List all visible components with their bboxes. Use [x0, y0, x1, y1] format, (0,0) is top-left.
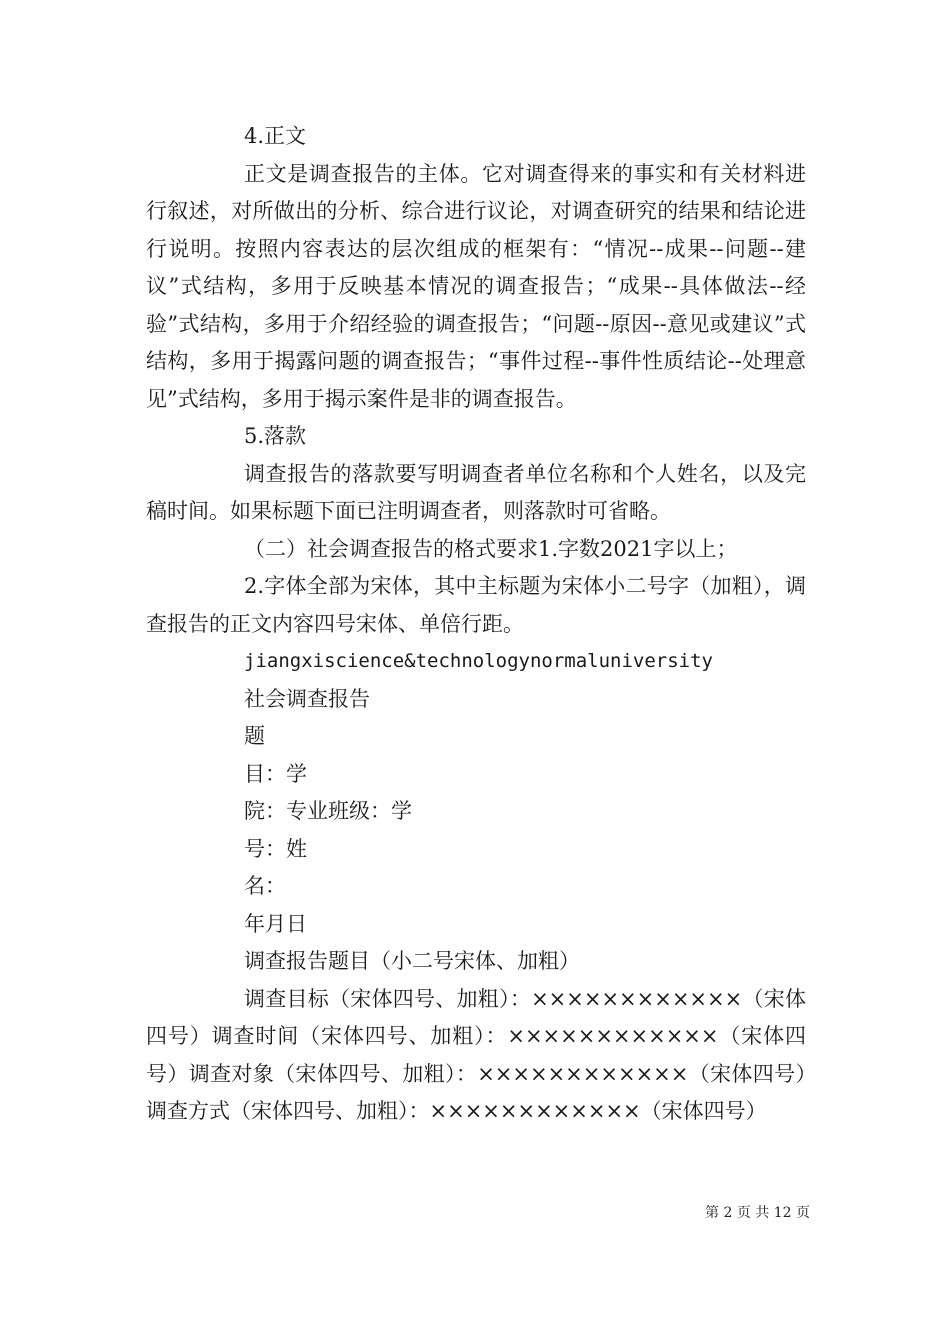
cover-title: 社会调查报告: [244, 686, 370, 711]
report-format-spec: 调查目标（宋体四号、加粗）：××××××××××××（宋体四号）调查时间（宋体四号、加粗）：××××××××××××（宋体四号）调查对象（宋体四号、加粗）：××××××××××××（宋体四号）调查方式（宋体四号、加粗）：××××××××××××（宋体四号）: [146, 986, 806, 1123]
cover-line: 目：学: [244, 761, 307, 786]
document-body: [146, 118, 806, 1131]
cover-line: 号：姓: [244, 836, 307, 861]
format-requirement-2: 2.字体全部为宋体，其中主标题为宋体小二号字（加粗），调查报告的正文内容四号宋体、单倍行距。: [146, 574, 806, 636]
cover-line: 年月日: [244, 911, 307, 936]
paragraph-main-body: 正文是调查报告的主体。它对调查得来的事实和有关材料进行叙述，对所做出的分析、综合进行议论，对调查研究的结果和结论进行说明。按照内容表达的层次组成的框架有：“情况--成果--问题--建议”式结构，多用于反映基本情况的调查报告；“成果--具体做法--经验”式结构，多用于介绍经验的调查报告；“问题--原因--意见或建议”式结构，多用于揭露问题的调查报告；“事件过程--事件性质结论--处理意见”式结构，多用于揭示案件是非的调查报告。: [146, 161, 806, 411]
university-name: jiangxiscience&technologynormaluniversity: [244, 650, 713, 672]
page-number-footer: 第 2 页 共 12 页: [705, 1205, 810, 1221]
format-requirement-1: （二）社会调查报告的格式要求1.字数2021字以上；: [244, 536, 738, 561]
section-heading-5: 5.落款: [244, 424, 307, 448]
paragraph-signature: 调查报告的落款要写明调查者单位名称和个人姓名，以及完稿时间。如果标题下面已注明调查者，则落款时可省略。: [146, 461, 806, 523]
cover-line: 名：: [244, 874, 286, 898]
cover-line: 题: [244, 724, 265, 748]
cover-line: 院：专业班级：学: [244, 799, 412, 823]
section-heading-4: 4.正文: [244, 124, 307, 148]
report-title-spec: 调查报告题目（小二号宋体、加粗）: [244, 949, 580, 973]
